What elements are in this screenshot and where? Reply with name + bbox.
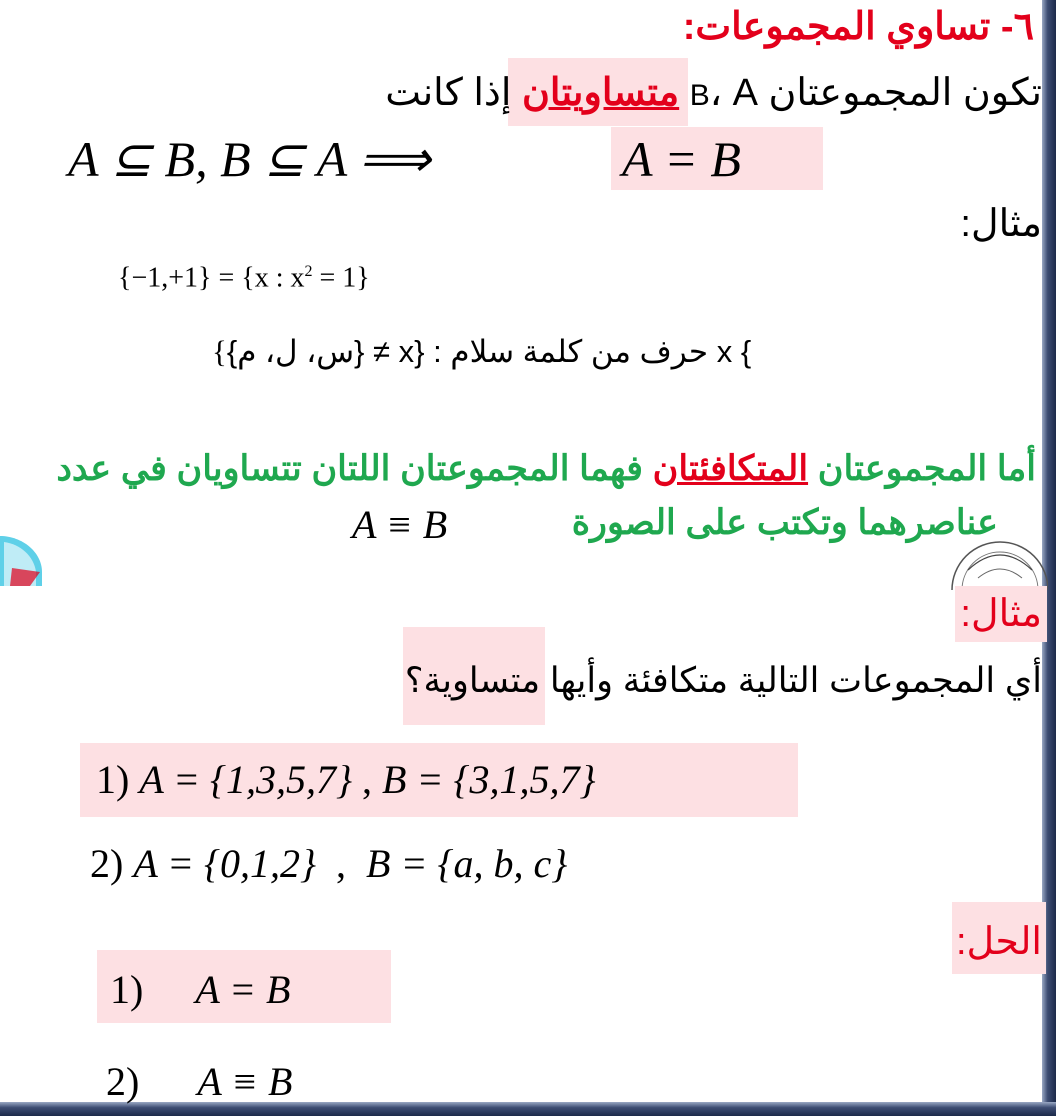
solution-number: 1) <box>110 967 144 1012</box>
implication-conclusion: A = B <box>622 131 741 187</box>
item-set-a: A = {0,1,2} <box>133 841 317 886</box>
section-heading: ٦- تساوي المجموعات: <box>682 6 1034 48</box>
item-separator: , <box>316 841 367 886</box>
solution-label: الحل: <box>955 921 1042 963</box>
builder-x: x <box>716 334 733 369</box>
item-set-b: B = {a, b, c} <box>366 841 568 886</box>
solution-expression: A = B <box>195 967 291 1012</box>
definition-suffix: إذا كانت <box>385 72 512 114</box>
item-number: 1) <box>96 757 130 802</box>
item-set-b: B = {3,1,5,7} <box>382 757 596 802</box>
builder-open-brace: { <box>740 334 752 369</box>
set-right-brace: { <box>212 334 227 369</box>
solution-number: 2) <box>106 1059 140 1104</box>
equation-left: {−1,+1} = {x : x <box>118 262 305 294</box>
equation-exponent: 2 <box>304 263 313 280</box>
set-b-label: B <box>689 79 710 112</box>
builder-condition: حرف من كلمة سلام : <box>433 334 709 369</box>
question-text: أي المجموعات التالية متكافئة وأيها متساوية؟ <box>404 661 1042 700</box>
implication-premise: A ⊆ B, B ⊆ A ⟹ <box>68 131 431 187</box>
example-set-equation <box>118 252 370 298</box>
solution-item-1 <box>110 962 290 1018</box>
equivalent-prefix: أما المجموعتان <box>817 449 1036 488</box>
item-number: 2) <box>90 841 124 886</box>
equivalence-notation: A ≡ B <box>352 502 448 547</box>
equivalent-keyword: المتكافئتان <box>652 449 809 488</box>
solution-item-2 <box>106 1054 292 1110</box>
equivalent-sets-line1 <box>56 444 1036 494</box>
solution-expression: A ≡ B <box>197 1059 293 1104</box>
arabic-set: {س، ل، م} <box>226 334 365 369</box>
example-item-2 <box>90 836 567 892</box>
equal-keyword: متساويتان <box>521 72 680 114</box>
set-a-label: A <box>732 72 758 114</box>
item-separator: , <box>352 757 383 802</box>
item-set-a: A = {1,3,5,7} <box>139 757 353 802</box>
equivalent-suffix: فهما المجموعتان اللتان تتساويان في عدد <box>56 449 643 488</box>
example-label: مثال: <box>960 203 1042 245</box>
subset-implication <box>68 128 430 190</box>
builder-x-close: x} <box>398 334 425 369</box>
example-item-1 <box>96 752 595 808</box>
equation-right: = 1} <box>312 262 370 294</box>
equivalent-sets-line2: عناصرهما وتكتب على الصورة <box>571 503 998 542</box>
university-seal-logo <box>948 530 1048 590</box>
not-equal-sign: ≠ <box>373 334 391 369</box>
definition-separator: ، <box>709 72 722 114</box>
example-arabic-sets <box>212 330 751 374</box>
decorative-ball-icon <box>0 528 44 586</box>
definition-line <box>385 68 1042 121</box>
definition-prefix: تكون المجموعتان <box>768 72 1042 114</box>
example2-label: مثال: <box>960 593 1042 635</box>
